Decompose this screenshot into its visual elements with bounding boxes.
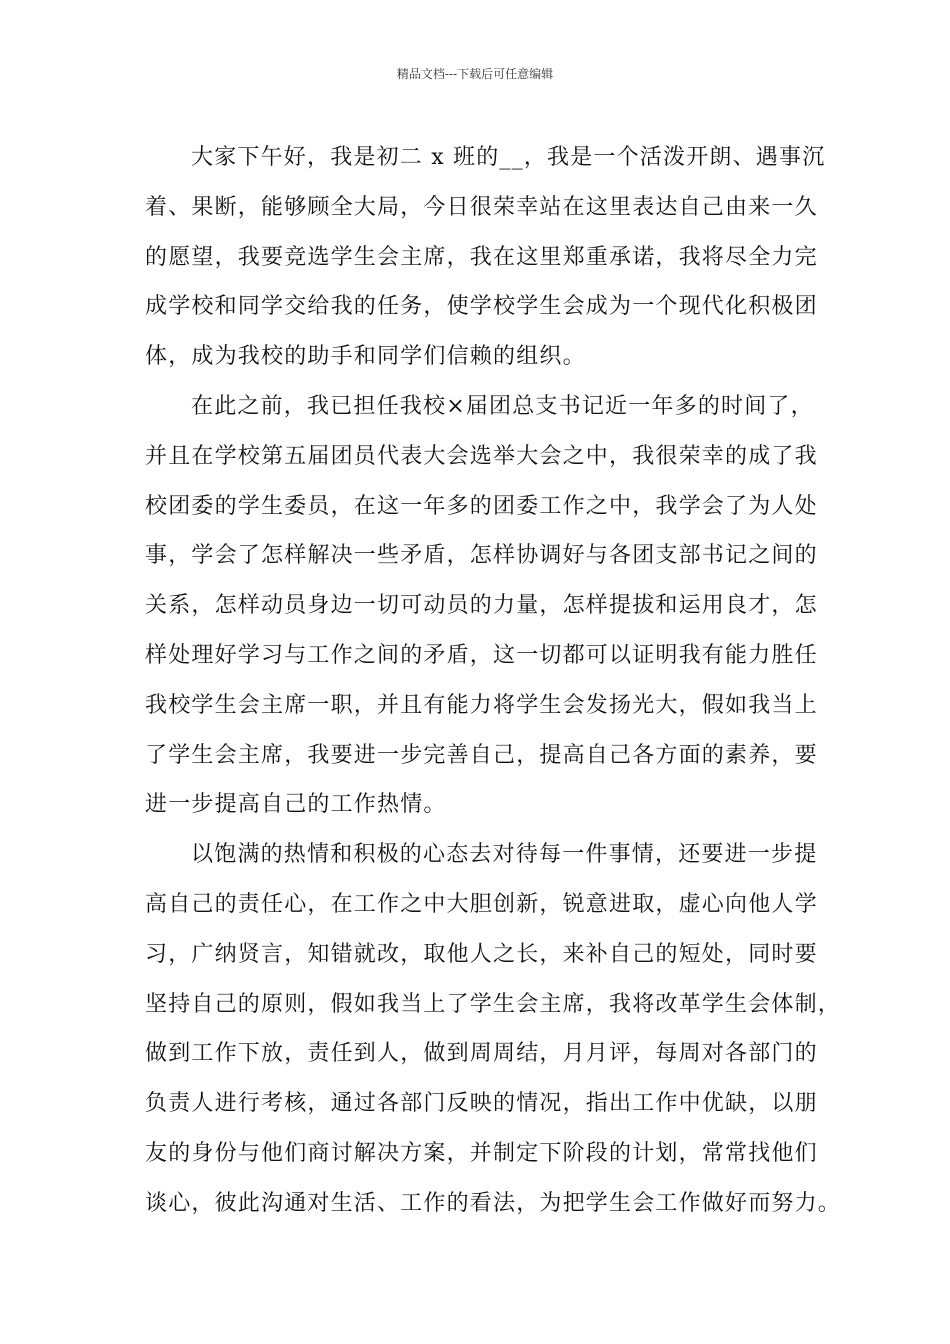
text-line: 坚持自己的原则，假如我当上了学生会主席，我将改革学生会体制， — [145, 991, 842, 1017]
text-line: 成学校和同学交给我的任务，使学校学生会成为一个现代化积极团 — [145, 294, 818, 320]
text-line: 以饱满的热情和积极的心态去对待每一件事情，还要进一步提 — [191, 842, 818, 868]
text-line: 在此之前，我已担任我校×届团总支书记近一年多的时间了， — [191, 393, 814, 419]
page-header: 精品文档---下载后可任意编辑 — [396, 67, 554, 81]
text-line: 友的身份与他们商讨解决方案，并制定下阶段的计划，常常找他们 — [145, 1140, 818, 1166]
text-line: 做到工作下放，责任到人，做到周周结，月月评，每周对各部门的 — [145, 1041, 818, 1067]
paragraph-3 — [145, 830, 842, 1228]
text-line: 我校学生会主席一职，并且有能力将学生会发扬光大，假如我当上 — [145, 692, 818, 718]
text-line: 了学生会主席，我要进一步完善自己，提高自己各方面的素养，要 — [145, 742, 818, 768]
paragraph-1 — [145, 133, 826, 382]
text-line: 高自己的责任心，在工作之中大胆创新，锐意进取，虚心向他人学 — [145, 891, 818, 917]
text-line: 习，广纳贤言，知错就改，取他人之长，来补自己的短处，同时要 — [145, 941, 818, 967]
text-line: 样处理好学习与工作之间的矛盾，这一切都可以证明我有能力胜任 — [145, 642, 818, 668]
text-line: 事，学会了怎样解决一些矛盾，怎样协调好与各团支部书记之间的 — [145, 543, 818, 569]
text-line: 谈心，彼此沟通对生活、工作的看法，为把学生会工作做好而努力。 — [145, 1190, 842, 1216]
text-line: 校团委的学生委员，在这一年多的团委工作之中，我学会了为人处 — [145, 493, 818, 519]
text-line: 负责人进行考核，通过各部门反映的情况，指出工作中优缺，以朋 — [145, 1091, 818, 1117]
text-line: 进一步提高自己的工作热情。 — [145, 792, 447, 818]
text-line: 大家下午好，我是初二 x 班的__，我是一个活泼开朗、遇事沉 — [191, 145, 826, 170]
text-line: 着、果断，能够顾全大局，今日很荣幸站在这里表达自己由来一久 — [145, 194, 818, 220]
text-line: 体，成为我校的助手和同学们信赖的组织。 — [145, 344, 586, 370]
paragraph-2 — [145, 382, 818, 830]
document-body — [145, 133, 842, 1229]
text-line: 并且在学校第五届团员代表大会选举大会之中，我很荣幸的成了我 — [145, 443, 818, 469]
text-line: 关系，怎样动员身边一切可动员的力量，怎样提拔和运用良才，怎 — [145, 593, 818, 619]
text-line: 的愿望，我要竞选学生会主席，我在这里郑重承诺，我将尽全力完 — [145, 244, 818, 270]
